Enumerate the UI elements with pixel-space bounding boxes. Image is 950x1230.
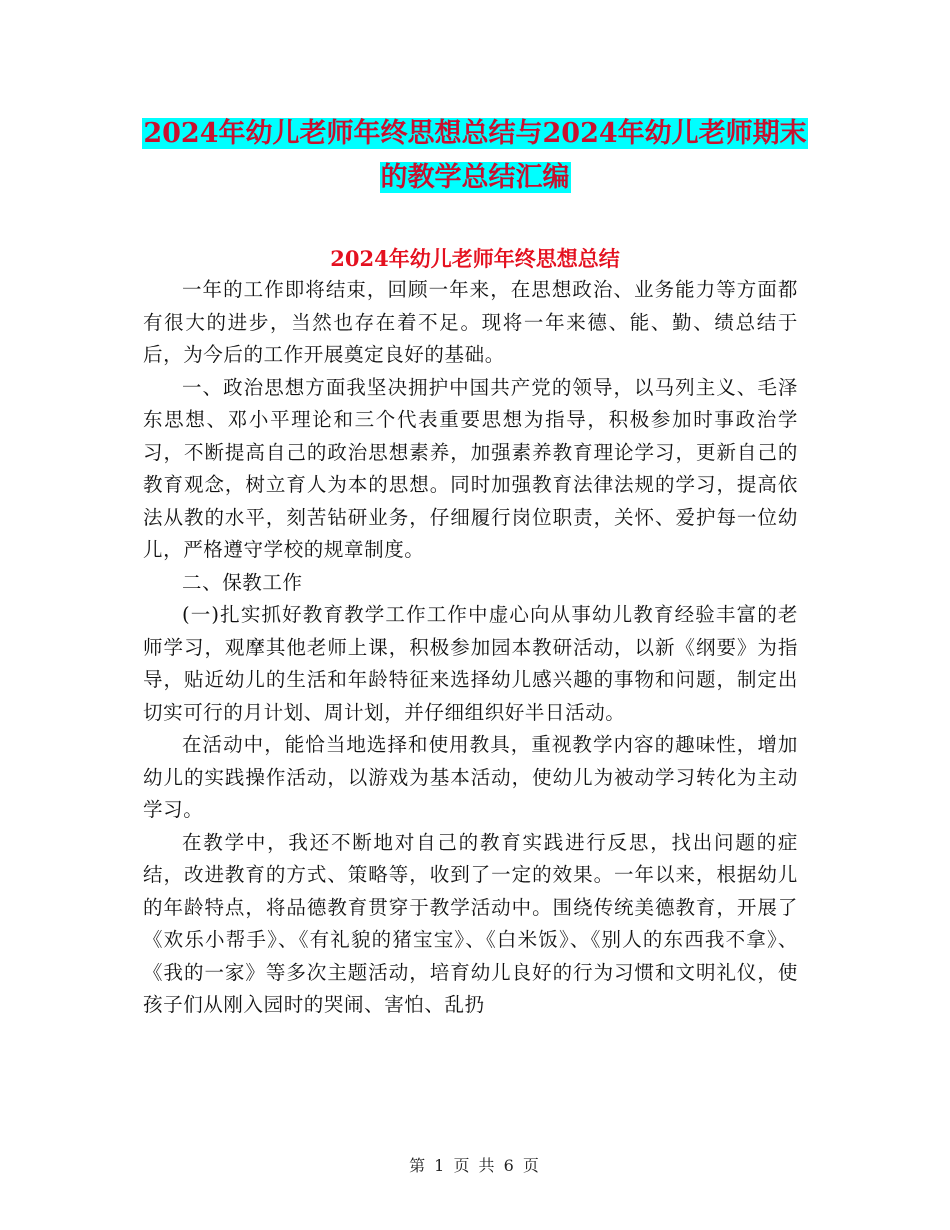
document-title [0, 112, 950, 200]
section-subtitle: 2024年幼儿老师年终思想总结 [330, 246, 620, 271]
title-line-2: 的教学总结汇编 [380, 162, 570, 193]
document-body [143, 274, 798, 1022]
paragraph: (一)扎实抓好教育教学工作工作中虚心向从事幼儿教育经验丰富的老师学习，观摩其他老师上课，积极参加园本教研活动，以新《纲要》为指导，贴近幼儿的生活和年龄特征来选择幼儿感兴趣的事物和问题，制定出切实可行的月计划、周计划，并仔细组织好半日活动。 [143, 603, 798, 724]
page-footer: 第 1 页 共 6 页 [409, 1156, 541, 1175]
paragraph: 一年的工作即将结束，回顾一年来，在思想政治、业务能力等方面都有很大的进步，当然也存在着不足。现将一年来德、能、勤、绩总结于后，为今后的工作开展奠定良好的基础。 [143, 278, 798, 366]
paragraph: 在活动中，能恰当地选择和使用教具，重视教学内容的趣味性，增加幼儿的实践操作活动，以游戏为基本活动，使幼儿为被动学习转化为主动学习。 [143, 733, 798, 821]
title-line-1: 2024年幼儿老师年终思想总结与2024年幼儿老师期末 [143, 118, 807, 149]
paragraph: 在教学中，我还不断地对自己的教育实践进行反思，找出问题的症结，改进教育的方式、策略等，收到了一定的效果。一年以来，根据幼儿的年龄特点，将品德教育贯穿于教学活动中。围绕传统美德教育，开展了《欢乐小帮手》、《有礼貌的猪宝宝》、《白米饭》、《别人的东西我不拿》、《我的一家》等多次主题活动，培育幼儿良好的行为习惯和文明礼仪，使孩子们从刚入园时的哭闹、害怕、乱扔 [143, 830, 798, 1016]
paragraph: 一、政治思想方面我坚决拥护中国共产党的领导，以马列主义、毛泽东思想、邓小平理论和三个代表重要思想为指导，积极参加时事政治学习，不断提高自己的政治思想素养，加强素养教育理论学习，更新自己的教育观念，树立育人为本的思想。同时加强教育法律法规的学习，提高依法从教的水平，刻苦钻研业务，仔细履行岗位职责，关怀、爱护每一位幼儿，严格遵守学校的规章制度。 [143, 375, 798, 561]
paragraph: 二、保教工作 [182, 570, 303, 594]
